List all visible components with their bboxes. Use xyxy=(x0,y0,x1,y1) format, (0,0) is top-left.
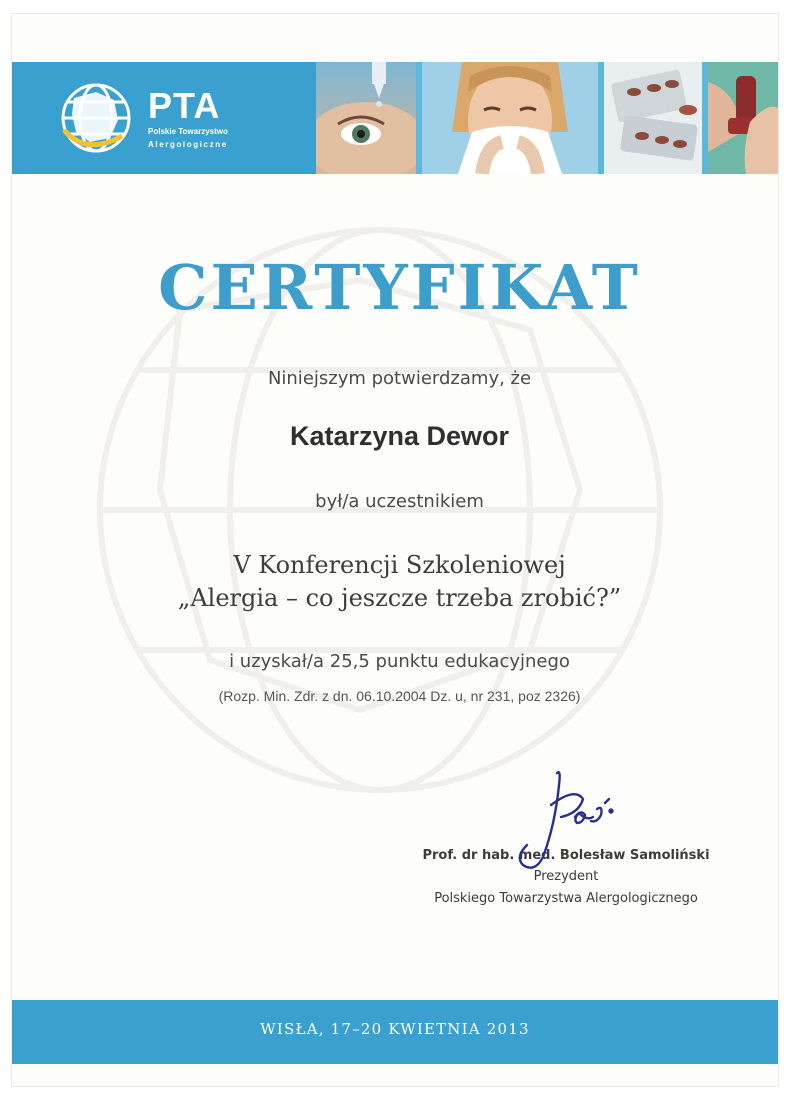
signatory-name: Prof. dr hab. med. Bolesław Samoliński xyxy=(422,848,710,863)
conference-name-line2: „Alergia – co jeszcze trzeba zrobić?” xyxy=(177,584,622,612)
eye-drops-photo xyxy=(316,62,416,174)
logo-abbreviation: PTA xyxy=(148,85,221,126)
confirm-text: Niniejszym potwierdzamy, że xyxy=(267,368,532,389)
inhaler-photo xyxy=(708,62,778,174)
logo-text xyxy=(148,85,228,150)
participant-name: Katarzyna Dewor xyxy=(289,421,510,451)
handwritten-signature xyxy=(505,765,625,880)
header-banner xyxy=(12,62,778,174)
footer-banner xyxy=(12,1000,778,1064)
globe-map-logo-icon xyxy=(56,80,136,156)
girl-sneezing-photo xyxy=(422,62,598,174)
event-place-date: WISŁA, 17–20 KWIETNIA 2013 xyxy=(260,1020,530,1038)
education-points: i uzyskał/a 25,5 punktu edukacyjnego xyxy=(229,651,570,672)
logo-name-line1: Polskie Towarzystwo xyxy=(148,127,228,136)
conference-name-line1: V Konferencji Szkoleniowej xyxy=(233,551,566,579)
participant-role: był/a uczestnikiem xyxy=(315,491,484,512)
logo-name-line2: Alergologiczne xyxy=(148,140,228,149)
regulation-reference: (Rozp. Min. Zdr. z dn. 06.10.2004 Dz. u, nr 231, poz 2326) xyxy=(218,688,581,704)
pills-blister-photo xyxy=(604,62,702,174)
certificate-title: CERTYFIKAT xyxy=(158,251,641,324)
signatory-role: Prezydent xyxy=(533,869,599,884)
signatory-organization: Polskiego Towarzystwa Alergologicznego xyxy=(434,891,698,906)
